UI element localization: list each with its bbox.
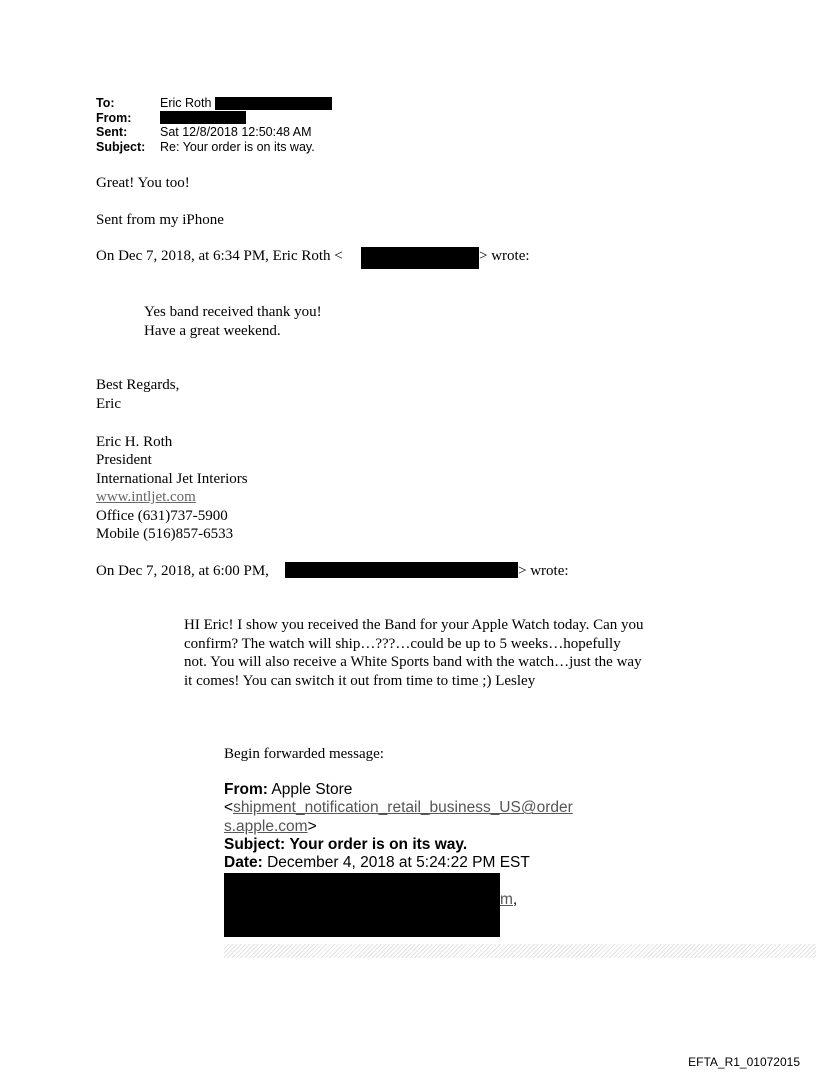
signature-company: International Jet Interiors bbox=[96, 470, 248, 487]
forwarded-date-value: December 4, 2018 at 5:24:22 PM EST bbox=[267, 854, 530, 872]
forwarded-email-line-1 bbox=[224, 799, 573, 817]
forwarded-header bbox=[224, 781, 573, 872]
signature-office: Office (631)737-5900 bbox=[96, 507, 228, 524]
signature-website-link[interactable]: www.intljet.com bbox=[96, 489, 196, 506]
reply-quote bbox=[144, 303, 322, 341]
forwarded-date-row bbox=[224, 854, 573, 872]
document-id: EFTA_R1_01072015 bbox=[688, 1055, 800, 1069]
greeting-text: Great! You too! bbox=[96, 175, 190, 191]
reply-line-1: Yes band received thank you! bbox=[144, 304, 322, 320]
regards-name: Eric bbox=[96, 396, 121, 412]
signature-block bbox=[96, 433, 248, 543]
subject-value: Re: Your order is on its way. bbox=[160, 139, 315, 154]
forwarded-email-line-2 bbox=[224, 818, 573, 836]
redaction-from bbox=[160, 111, 246, 124]
on-line-1-prefix: On Dec 7, 2018, at 6:34 PM, Eric Roth < bbox=[96, 248, 343, 264]
redaction-forwarded-recipient bbox=[224, 873, 500, 937]
trailing-link-fragment[interactable]: m bbox=[500, 891, 513, 908]
on-line-2-prefix: On Dec 7, 2018, at 6:00 PM, bbox=[96, 563, 269, 579]
forwarded-from-value: Apple Store bbox=[271, 781, 353, 798]
forwarded-from-row bbox=[224, 781, 573, 799]
redaction-eric-email bbox=[361, 247, 479, 269]
on-line-1-suffix: > wrote: bbox=[479, 248, 530, 264]
forwarded-subject-row bbox=[224, 836, 573, 854]
email-close-bracket: > bbox=[307, 817, 317, 835]
apple-email-link[interactable]: shipment_notification_retail_business_US@order bbox=[233, 799, 573, 817]
on-line-2-suffix: > wrote: bbox=[518, 563, 569, 579]
forwarded-subject-value: Your order is on its way. bbox=[289, 835, 468, 853]
forwarded-date-label: Date: bbox=[224, 854, 263, 872]
email-open-bracket: < bbox=[224, 799, 234, 817]
forwarded-subject-label: Subject: bbox=[224, 835, 286, 853]
to-value: Eric Roth bbox=[160, 96, 212, 110]
redaction-to-email bbox=[215, 97, 332, 110]
forwarded-from-label: From: bbox=[224, 781, 268, 798]
sent-row bbox=[96, 125, 315, 140]
to-label: To: bbox=[96, 96, 115, 110]
signature-mobile: Mobile (516)857-6533 bbox=[96, 526, 234, 543]
subject-row bbox=[96, 140, 315, 155]
sent-label: Sent: bbox=[96, 125, 128, 139]
redaction-lesley-email bbox=[285, 562, 518, 578]
trailing-comma: , bbox=[512, 891, 518, 908]
sent-value: Sat 12/8/2018 12:50:48 AM bbox=[160, 125, 312, 139]
signature-name: Eric H. Roth bbox=[96, 434, 173, 450]
signature-title: President bbox=[96, 452, 152, 469]
regards-text: Best Regards, bbox=[96, 377, 180, 393]
forwarded-intro: Begin forwarded message: bbox=[224, 746, 384, 762]
hatched-divider bbox=[224, 944, 816, 958]
sent-from-text: Sent from my iPhone bbox=[96, 212, 224, 228]
subject-label: Subject: bbox=[96, 139, 146, 154]
lesley-message: HI Eric! I show you received the Band for your Apple Watch today. Can you confirm? The watch will ship…???…could be up to 5 weeks…hopefully not. You will also receive a White Sports band with the watch…just the way it comes! You can switch it out from time to time ;) Lesley bbox=[184, 617, 644, 689]
forwarded-trailing-line bbox=[500, 891, 517, 909]
from-label: From: bbox=[96, 110, 132, 125]
apple-email-link-cont[interactable]: s.apple.com bbox=[224, 817, 308, 835]
reply-line-2: Have a great weekend. bbox=[144, 323, 281, 339]
